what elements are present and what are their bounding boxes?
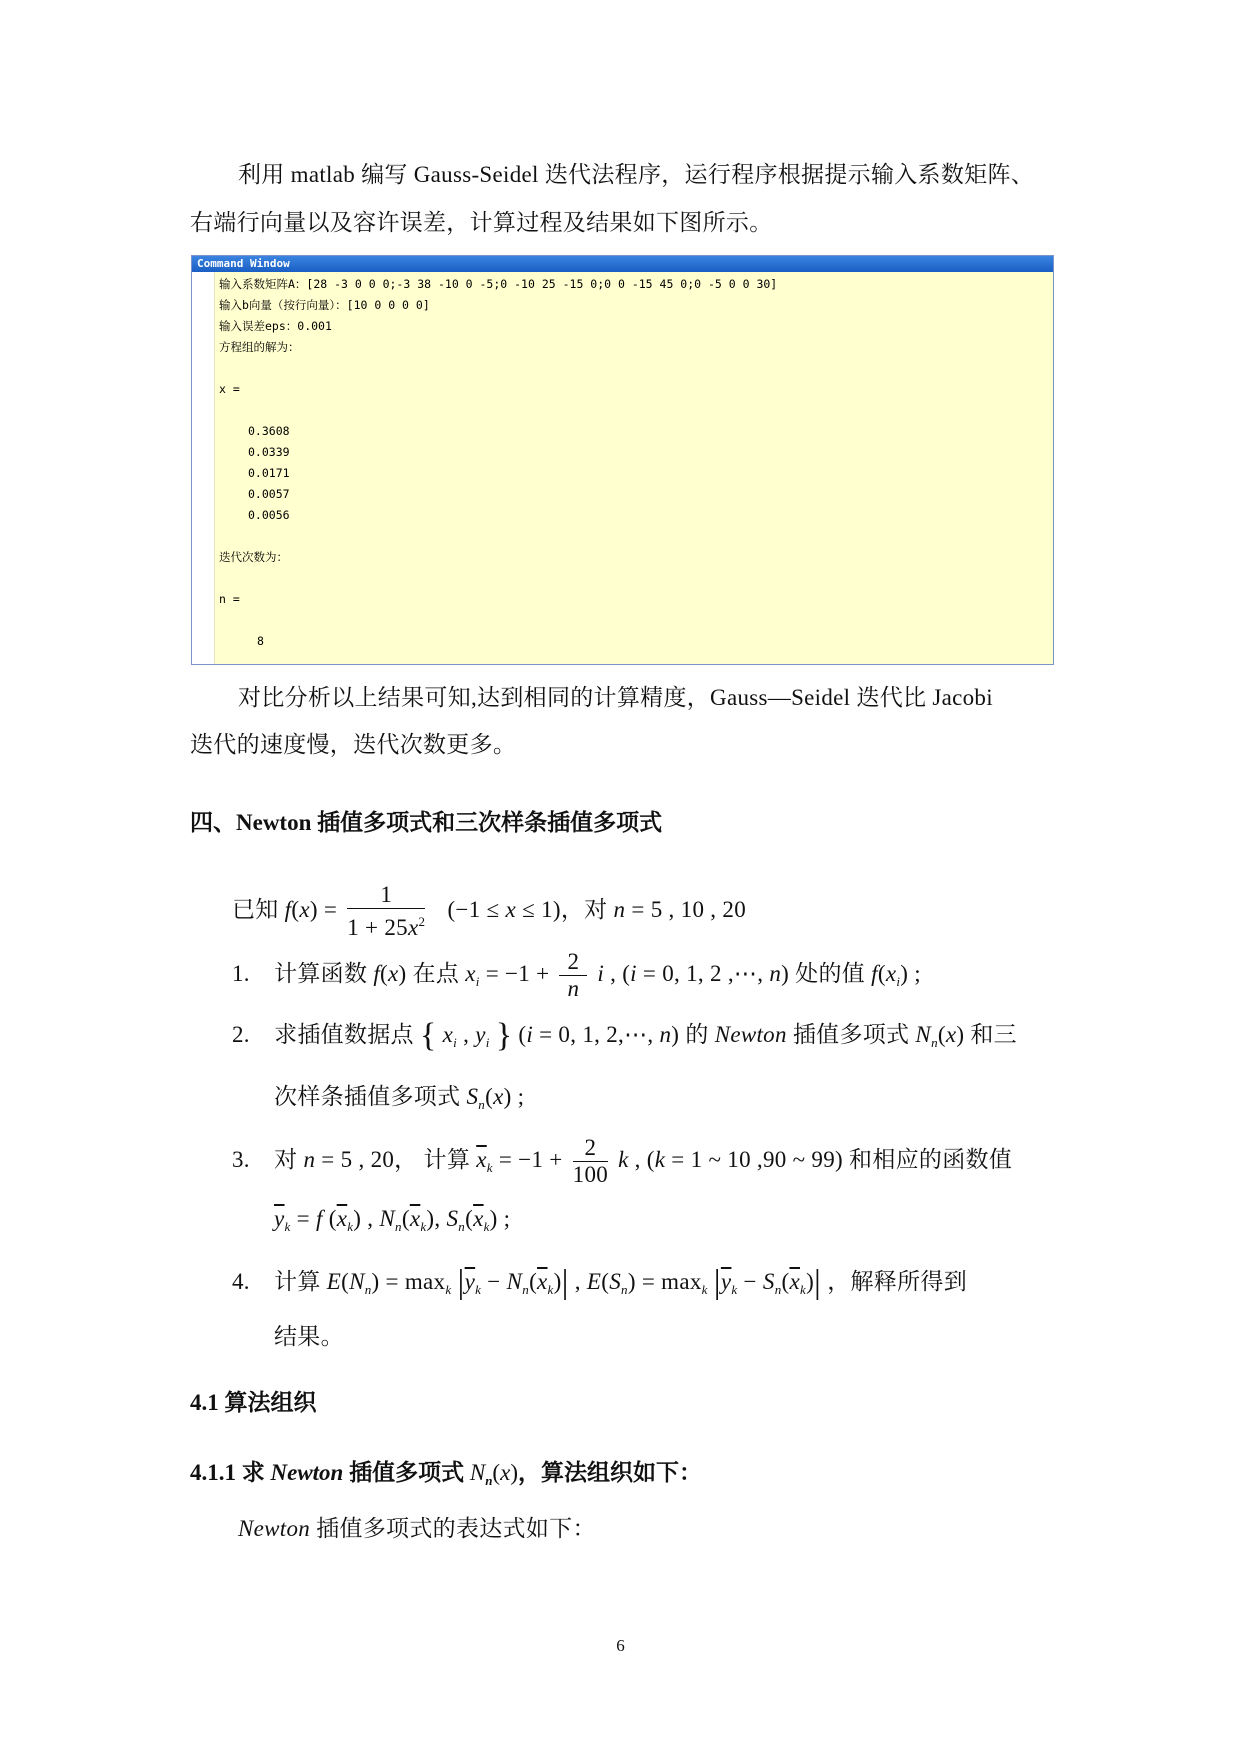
command-window	[191, 255, 1054, 665]
cmd-line-matrix: 输入系数矩阵A：[28 -3 0 0 0;-3 38 -10 0 -5;0 -10 25 -15 0;0 0 -15 45 0;0 -5 0 0 30]	[219, 277, 778, 291]
cmd-x-value-2: 0.0339	[248, 445, 290, 459]
cmd-line-eps: 输入误差eps：0.001	[219, 319, 332, 333]
intro-line-1: 利用 matlab 编写 Gauss-Seidel 迭代法程序，运行程序根据提示输入系数矩阵、	[238, 162, 1035, 187]
cmd-x-label: x =	[219, 382, 240, 396]
problem-item-4-cont: 结果。	[274, 1324, 344, 1349]
problem-item-2-cont: 次样条插值多项式 $S_n(x)$ ;	[274, 1084, 525, 1112]
cmd-n-label: n =	[219, 592, 240, 606]
cmd-iter-label: 迭代次数为：	[219, 550, 288, 564]
cmd-x-value-1: 0.3608	[248, 424, 290, 438]
intro-line-2: 右端行向量以及容许误差，计算过程及结果如下图所示。	[190, 210, 773, 235]
cmd-line-solution: 方程组的解为：	[219, 340, 300, 354]
problem-item-1: 1. 计算函数 f(x) 在点 $x_i = -1$ + $\frac{2}{n}$ i , (i = 0, 1, 2 ,⋯, n) 处的值 $f(x_i)$ ;	[232, 949, 921, 1002]
problem-given: 已知 f(x) = $\frac{1}{1 + 25x^2}$ (−1 ≤ x ≤ 1)，对 n = 5 , 10 , 20	[232, 882, 747, 941]
problem-item-2: 2. 求插值数据点 { $x_i$ , $y_i$ } (i = 0, 1, 2,⋯, n) 的 Newton 插值多项式 $N_n(x)$ 和三	[232, 1017, 1017, 1054]
problem-item-3-cont: $\overline{y}_k = f$ $(\overline{x}_k)$ , $N_n(\overline{x}_k)$, $S_n(\overline{x}_k)$ ;	[274, 1206, 511, 1234]
section-4-heading: 四、Newton 插值多项式和三次样条插值多项式	[190, 810, 663, 835]
section-4-1-1-heading: 4.1.1 求 Newton 插值多项式 $N_n(x)$，算法组织如下：	[190, 1460, 702, 1488]
given-fraction: $\frac{1}{1 + 25x^2}$	[347, 882, 426, 941]
cmd-line-vector: 输入b向量（按行向量）：[10 0 0 0 0]	[219, 298, 430, 312]
cmd-n-value: 8	[257, 634, 264, 648]
page-number: 6	[616, 1636, 625, 1655]
command-window-gutter	[192, 272, 215, 664]
problem-item-3: 3. 对 n = 5 , 20， 计算 $\overline{x}_k = -1$ + $\frac{2}{100}$ k , (k = 1 ~ 10 ,90 ~ 99) 和相应的函数值	[232, 1135, 1013, 1188]
command-window-output	[219, 274, 1045, 664]
section-4-1-heading: 4.1 算法组织	[190, 1390, 317, 1415]
command-window-title: Command Window	[192, 256, 1053, 272]
problem-item-4: 4. 计算 $E(N_n) = \max_k |\overline{y}_k - N_n(\overline{x}_k)|$ , $E(S_n) = \max_k |\overline{y}_k - S_n(\overline{x}_k)|$ ，解释所得到	[232, 1264, 968, 1301]
cmd-x-value-5: 0.0056	[248, 508, 290, 522]
given-label: 已知	[232, 897, 279, 922]
analysis-line-1: 对比分析以上结果可知,达到相同的计算精度，Gauss—Seidel 迭代比 Jacobi	[238, 685, 993, 710]
closing-line: Newton 插值多项式的表达式如下：	[238, 1516, 596, 1541]
cmd-x-value-3: 0.0171	[248, 466, 290, 480]
analysis-line-2: 迭代的速度慢，迭代次数更多。	[190, 732, 517, 757]
cmd-x-value-4: 0.0057	[248, 487, 290, 501]
